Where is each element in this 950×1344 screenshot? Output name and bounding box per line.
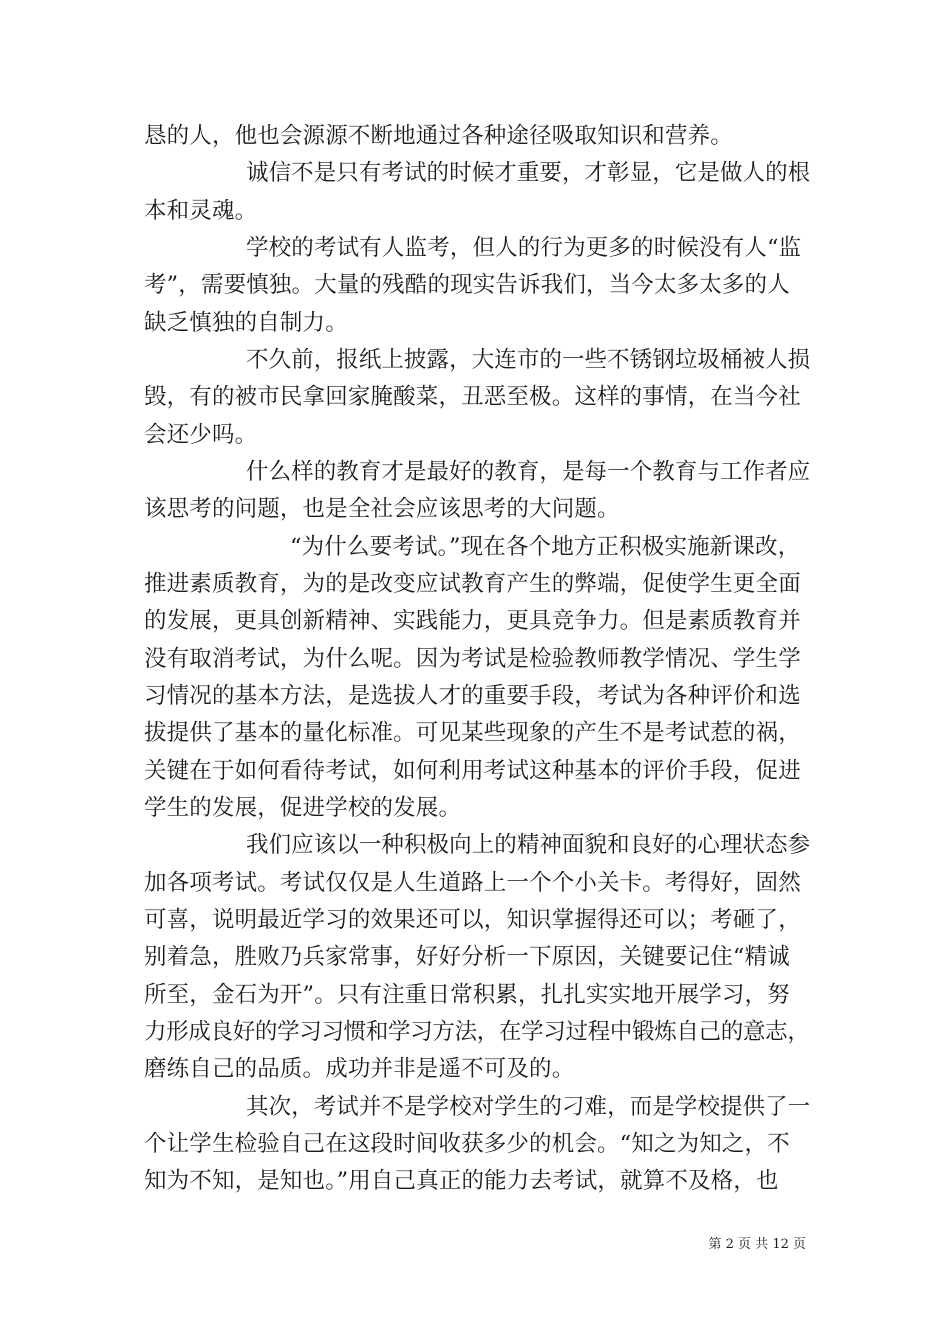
text-line: 磨练自己的品质。成功并非是遥不可及的。 (144, 1056, 575, 1082)
text-line: 该思考的问题，也是全社会应该思考的大问题。 (144, 496, 620, 522)
text-line: 缺乏慎独的自制力。 (144, 310, 348, 336)
text-line: 关键在于如何看待考试，如何利用考试这种基本的评价手段，促进 (144, 758, 801, 784)
text-line: 毁，有的被市民拿回家腌酸菜，丑恶至极。这样的事情，在当今社 (144, 384, 801, 410)
text-line: 学生的发展，促进学校的发展。 (144, 795, 462, 821)
text-line: 其次，考试并不是学校对学生的刁难，而是学校提供了一 (246, 1094, 811, 1120)
text-line: 会还少吗。 (144, 422, 258, 448)
text-line: 学校的考试有人监考，但人的行为更多的时候没有人“监 (246, 235, 802, 261)
text-line: 的发展，更具创新精神、实践能力，更具竞争力。但是素质教育并 (144, 608, 801, 634)
text-line: 拔提供了基本的量化标准。可见某些现象的产生不是考试惹的祸， (144, 720, 801, 746)
text-line: 知为不知，是知也。”用自己真正的能力去考试，就算不及格，也 (144, 1168, 779, 1194)
text-line: 我们应该以一种积极向上的精神面貌和良好的心理状态参 (246, 832, 811, 858)
text-line: 没有取消考试，为什么呢。因为考试是检验教师教学情况、学生学 (144, 646, 801, 672)
text-line: 力形成良好的学习习惯和学习方法，在学习过程中锻炼自己的意志， (144, 1019, 810, 1045)
text-line: 不久前，报纸上披露，大连市的一些不锈钢垃圾桶被人损 (246, 347, 811, 373)
text-line: 本和灵魂。 (144, 198, 258, 224)
text-line: 可喜，说明最近学习的效果还可以，知识掌握得还可以；考砸了， (144, 907, 801, 933)
text-line: “为什么要考试。”现在各个地方正积极实施新课改， (290, 534, 801, 560)
text-line: 个让学生检验自己在这段时间收获多少的机会。“知之为知之，不 (144, 1131, 790, 1157)
text-line: 推进素质教育，为的是改变应试教育产生的弊端，促使学生更全面 (144, 571, 801, 597)
text-line: 什么样的教育才是最好的教育，是每一个教育与工作者应 (246, 459, 811, 485)
text-line: 考”，需要慎独。大量的残酷的现实告诉我们，当今太多太多的人 (144, 272, 790, 298)
text-line: 加各项考试。考试仅仅是人生道路上一个个小关卡。考得好，固然 (144, 870, 801, 896)
text-line: 习情况的基本方法，是选拔人才的重要手段，考试为各种评价和选 (144, 683, 801, 709)
text-line: 恳的人，他也会源源不断地通过各种途径吸取知识和营养。 (144, 123, 733, 149)
page-number-footer: 第 2 页 共 12 页 (708, 1237, 806, 1252)
text-line: 诚信不是只有考试的时候才重要，才彰显，它是做人的根 (246, 160, 811, 186)
text-line: 所至，金石为开”。只有注重日常积累，扎扎实实地开展学习，努 (144, 982, 790, 1008)
text-line: 别着急，胜败乃兵家常事，好好分析一下原因，关键要记住“精诚 (144, 944, 790, 970)
